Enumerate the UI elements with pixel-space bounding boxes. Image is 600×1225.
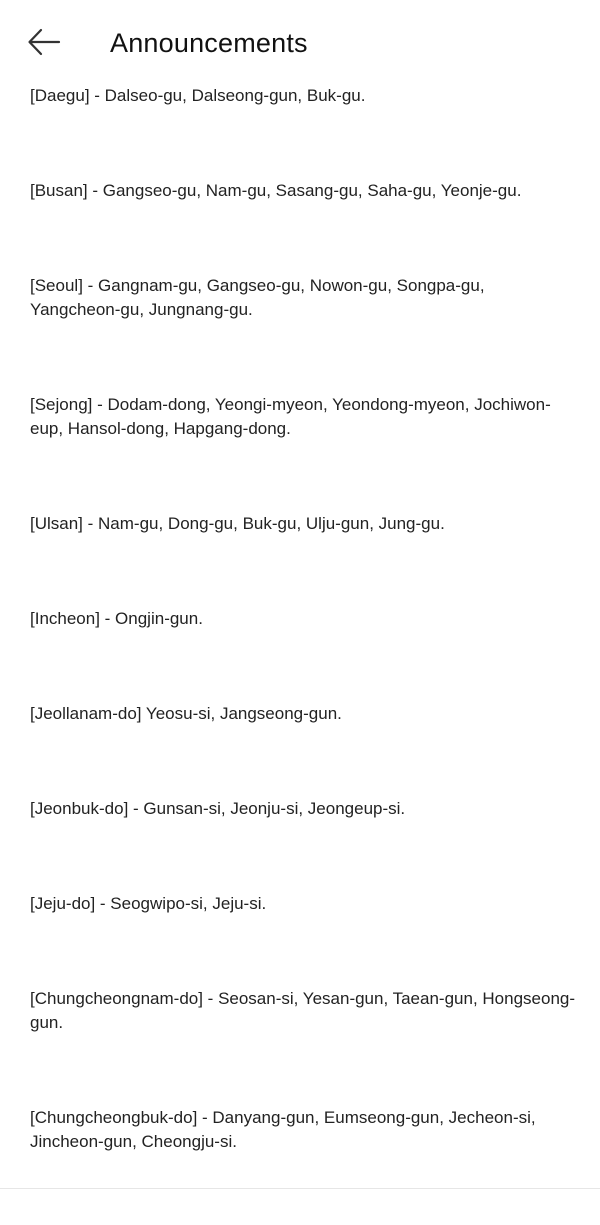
page-title: Announcements xyxy=(110,28,308,58)
arrow-left-icon xyxy=(27,28,61,56)
announcement-item-daegu: [Daegu] - Dalseo-gu, Dalseong-gun, Buk-gu. xyxy=(30,86,366,105)
announcement-item-jeju-do: [Jeju-do] - Seogwipo-si, Jeju-si. xyxy=(30,894,267,913)
announcement-item-chungcheongbuk-do: [Chungcheongbuk-do] - Danyang-gun, Eumseong-gun, Jecheon-si, Jincheon-gun, Cheongju-si. xyxy=(30,1108,536,1151)
announcement-item-jeollanam-do: [Jeollanam-do] Yeosu-si, Jangseong-gun. xyxy=(30,704,342,723)
announcement-item-jeonbuk-do: [Jeonbuk-do] - Gunsan-si, Jeonju-si, Jeongeup-si. xyxy=(30,799,406,818)
back-button[interactable] xyxy=(22,24,66,60)
app-bar xyxy=(0,0,600,86)
announcement-item-sejong: [Sejong] - Dodam-dong, Yeongi-myeon, Yeondong-myeon, Jochiwon-eup, Hansol-dong, Hapgang-dong. xyxy=(30,395,551,438)
announcement-item-ulsan: [Ulsan] - Nam-gu, Dong-gu, Buk-gu, Ulju-gun, Jung-gu. xyxy=(30,514,445,533)
announcement-item-busan: [Busan] - Gangseo-gu, Nam-gu, Sasang-gu, Saha-gu, Yeonje-gu. xyxy=(30,181,522,200)
announcement-item-incheon: [Incheon] - Ongjin-gun. xyxy=(30,609,203,628)
announcement-item-chungcheongnam-do: [Chungcheongnam-do] - Seosan-si, Yesan-gun, Taean-gun, Hongseong-gun. xyxy=(30,989,576,1032)
announcement-body xyxy=(30,84,578,1225)
bottom-divider xyxy=(0,1188,600,1189)
announcement-item-seoul: [Seoul] - Gangnam-gu, Gangseo-gu, Nowon-gu, Songpa-gu, Yangcheon-gu, Jungnang-gu. xyxy=(30,276,485,319)
